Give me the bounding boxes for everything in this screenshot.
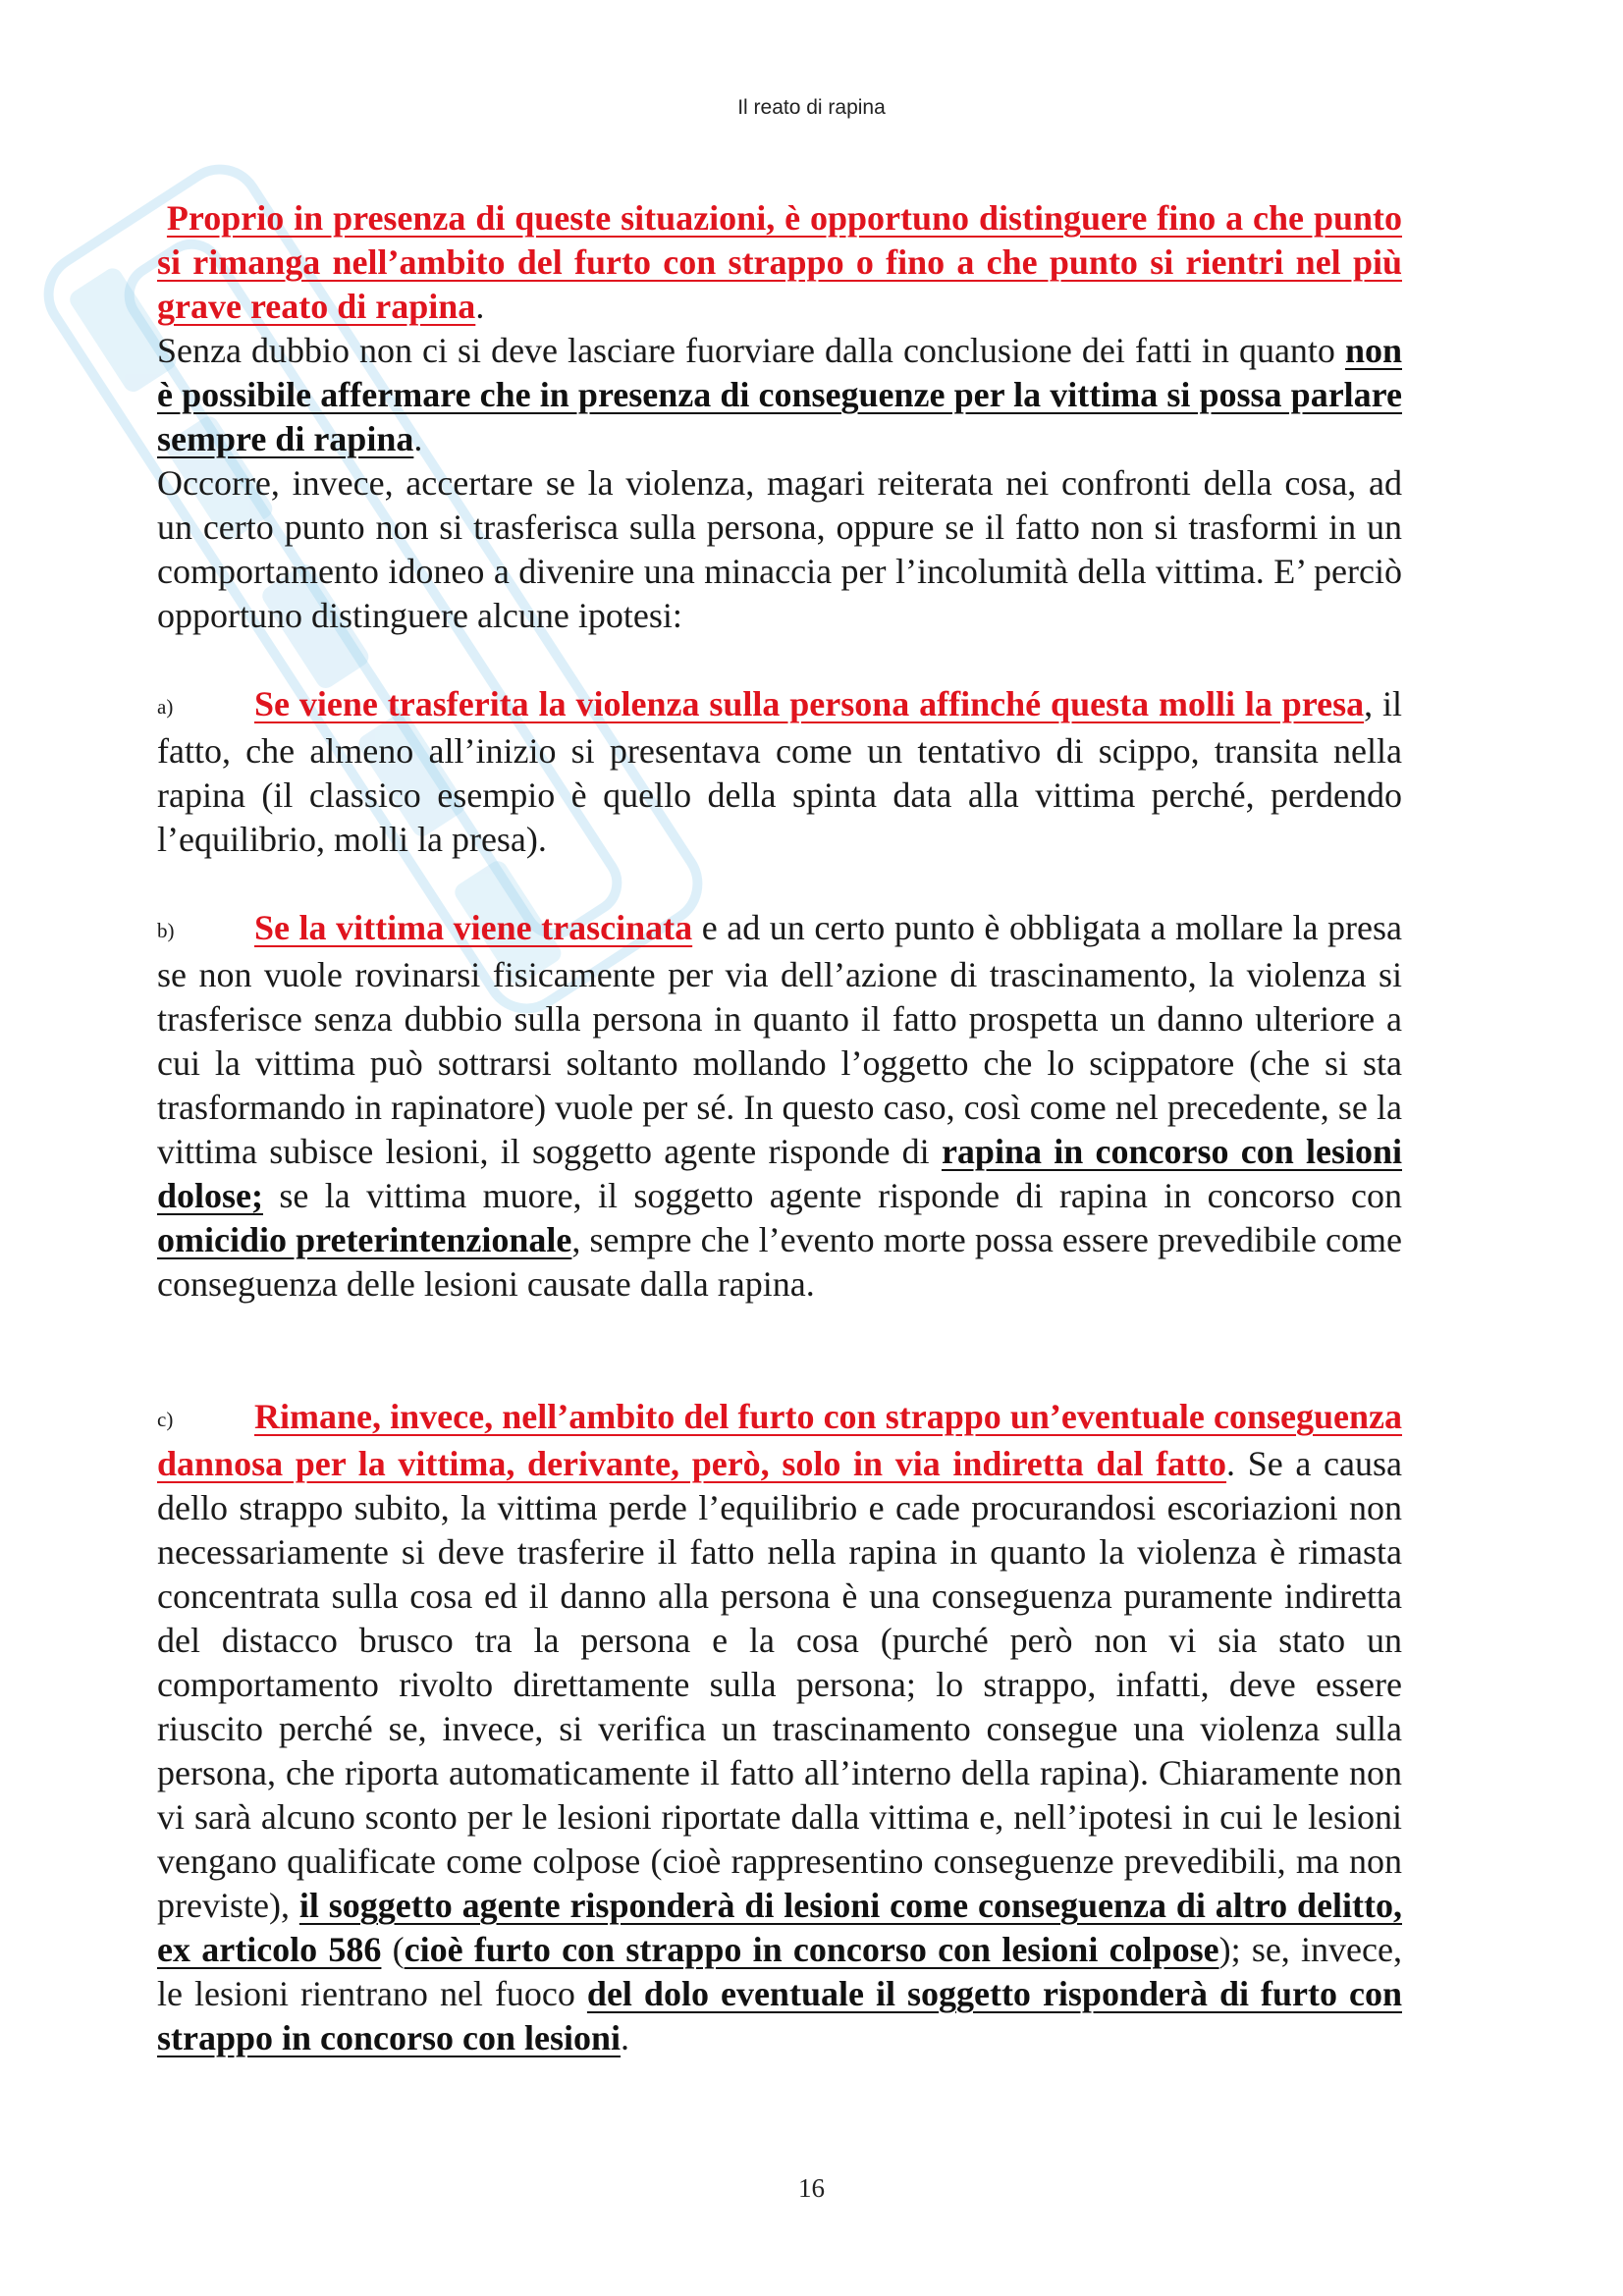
bold-emphasis: non è possibile affermare che in presenza di conseguenze per la vittima si possa parlare sempre di rapina xyxy=(157,331,1402,458)
list-marker: b) xyxy=(157,919,175,942)
bold-emphasis: cioè furto con strappo in concorso con lesioni colpose xyxy=(404,1930,1219,1969)
list-marker: c) xyxy=(157,1408,174,1431)
list-marker: a) xyxy=(157,695,174,719)
running-header: Il reato di rapina xyxy=(737,96,886,119)
document-body xyxy=(157,196,1402,2060)
list-item-a: a) Se viene trasferita la violenza sulla persona affinché questa molli la presa, il fatto, che almeno all’inizio si presentava come un tentativo di scippo, transita nella rapina (il classico esempio è quello della spinta data alla vittima perché, perdendo l’equilibrio, molli la presa). xyxy=(157,684,1402,859)
highlight-red: Se viene trasferita la violenza sulla persona affinché questa molli la presa xyxy=(254,684,1365,723)
paragraph-intro: Proprio in presenza di queste situazioni, è opportuno distinguere fino a che punto si rimanga nell’ambito del furto con strappo o fino a che punto si rientri nel più grave reato di rapina. xyxy=(157,198,1403,326)
bold-emphasis: del dolo eventuale il soggetto risponderà di furto con strappo in concorso con lesioni xyxy=(157,1974,1402,2057)
highlight-red: Rimane, invece, nell’ambito del furto con strappo un’eventuale conseguenza dannosa per la vittima, derivante, però, solo in via indiretta dal fatto xyxy=(157,1397,1402,1483)
list-item-b: b) Se la vittima viene trascinata e ad un certo punto è obbligata a mollare la presa se non vuole rovinarsi fisicamente per via dell’azione di trascinamento, la violenza si trasferisce senza dubbio sulla persona in quanto il fatto prospetta un danno ulteriore a cui la vittima può sottrarsi soltanto mollando l’oggetto che lo scippatore (che si sta trasformando in rapinatore) vuole per sé. In questo caso, così come nel precedente, se la vittima subisce lesioni, il soggetto agente risponde di rapina in concorso con lesioni dolose; se la vittima muore, il soggetto agente risponde di rapina in concorso con omicidio preterintenzionale, sempre che l’evento morte possa essere prevedibile come conseguenza delle lesioni causate dalla rapina. xyxy=(157,908,1402,1304)
page-number: 16 xyxy=(798,2173,825,2203)
bold-emphasis: omicidio preterintenzionale xyxy=(157,1220,572,1259)
bold-emphasis: il soggetto agente risponderà di lesioni come conseguenza di altro delitto, ex articolo 586 xyxy=(157,1886,1402,1969)
list-item-c: c) Rimane, invece, nell’ambito del furto con strappo un’eventuale conseguenza dannosa per la vittima, derivante, però, solo in via indiretta dal fatto. Se a causa dello strappo subito, la vittima perde l’equilibrio e cade procurandosi escoriazioni non necessariamente si deve trasferire il fatto nella rapina in quanto la violenza è rimasta concentrata sulla cosa ed il danno alla persona è una conseguenza puramente indiretta del distacco brusco tra la persona e la cosa (purché però non vi sia stato un comportamento rivolto direttamente sulla persona; lo strappo, infatti, deve essere riuscito perché se, invece, si verifica un trascinamento consegue una violenza sulla persona, che riporta automaticamente il fatto all’interno della rapina). Chiaramente non vi sarà alcuno sconto per le lesioni riportate dalla vittima e, nell’ipotesi in cui le lesioni vengano qualificate come colpose (cioè rappresentino conseguenze prevedibili, ma non previste), il soggetto agente risponderà di lesioni come conseguenza di altro delitto, ex articolo 586 (cioè furto con strappo in concorso con lesioni colpose); se, invece, le lesioni rientrano nel fuoco del dolo eventuale il soggetto risponderà di furto con strappo in concorso con lesioni. xyxy=(157,1397,1402,2057)
paragraph-verify: Occorre, invece, accertare se la violenza, magari reiterata nei confronti della cosa, ad un certo punto non si trasferisca sulla persona, oppure se il fatto non si trasformi in un comportamento idoneo a divenire una minaccia per l’incolumità della vittima. E’ perciò opportuno distinguere alcune ipotesi: xyxy=(157,463,1402,635)
bold-emphasis: rapina in concorso con lesioni dolose; xyxy=(157,1132,1402,1215)
paragraph-doubt: Senza dubbio non ci si deve lasciare fuorviare dalla conclusione dei fatti in quanto non è possibile affermare che in presenza di conseguenze per la vittima si possa parlare sempre di rapina. xyxy=(157,331,1402,458)
highlight-red: Se la vittima viene trascinata xyxy=(254,908,693,947)
highlight-red: Proprio in presenza di queste situazioni, è opportuno distinguere fino a che punto si rimanga nell’ambito del furto con strappo o fino a che punto si rientri nel più grave reato di rapina xyxy=(157,198,1403,326)
